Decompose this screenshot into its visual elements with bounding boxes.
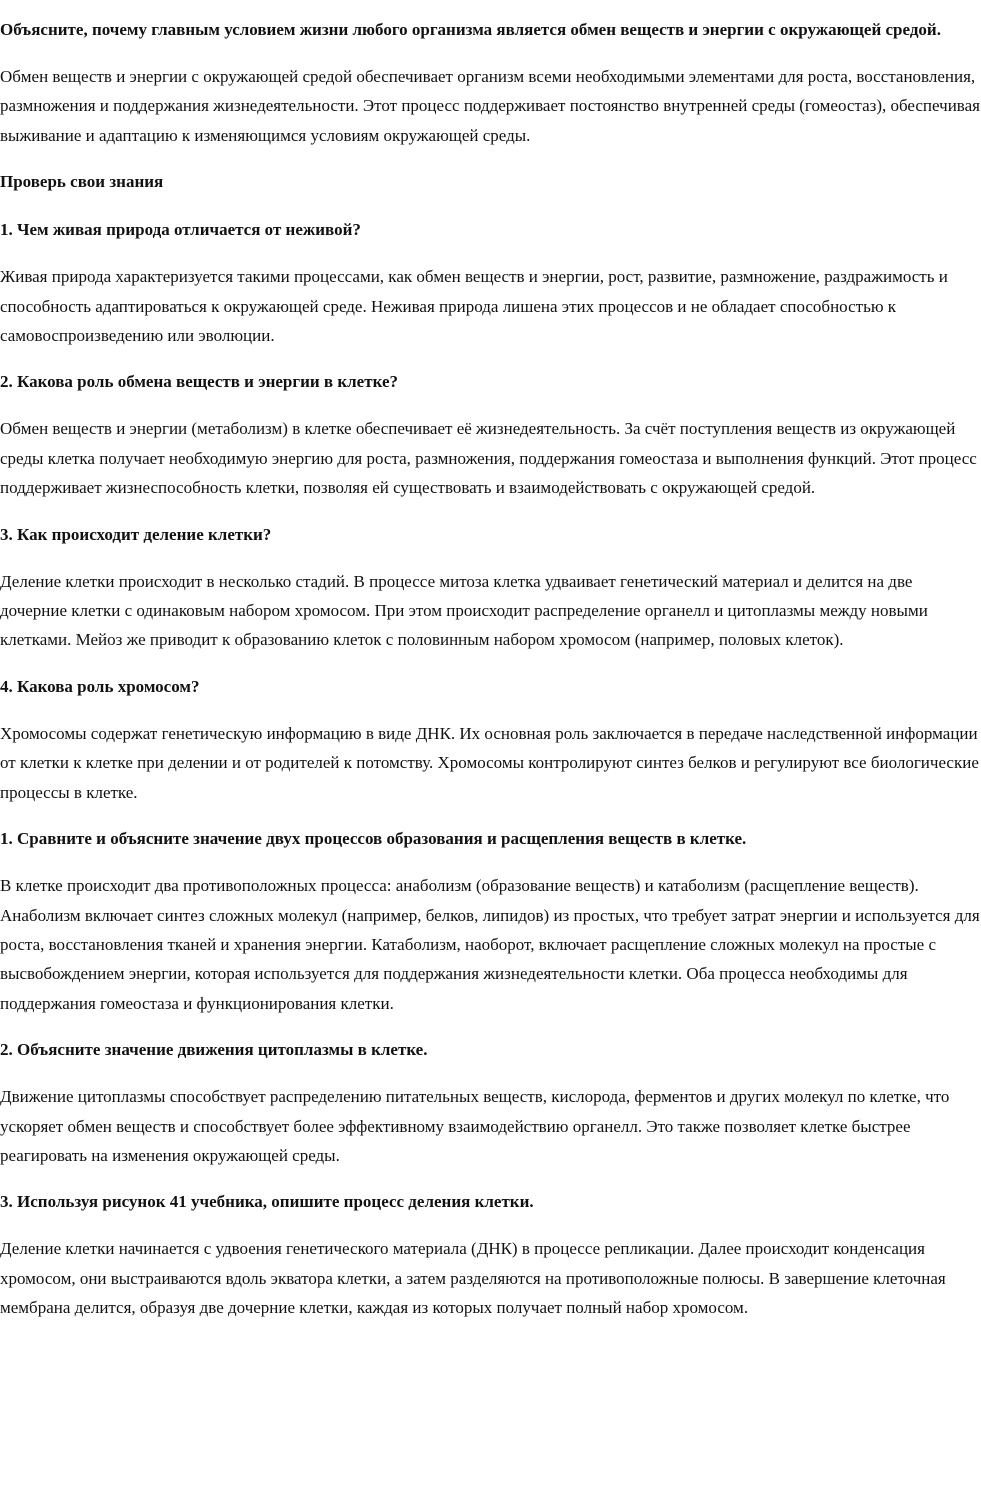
question-heading: 2. Какова роль обмена веществ и энергии в клетке? bbox=[0, 372, 398, 392]
answer-paragraph: Хромосомы содержат генетическую информацию в виде ДНК. Их основная роль заключается в передаче наследственной информации от клетки к клетке при делении и от родителей к потомству. Хромосомы контролируют синтез белков и регулируют все биологические процессы в клетке. bbox=[0, 723, 979, 802]
answer-paragraph: Живая природа характеризуется такими процессами, как обмен веществ и энергии, рост, развитие, размножение, раздражимость и способность адаптироваться к окружающей среде. Неживая природа лишена этих процессов и не обладает способностью к самовоспроизведению или эволюции. bbox=[0, 267, 948, 346]
question-heading: 3. Как происходит деление клетки? bbox=[0, 524, 272, 544]
task-answer: В клетке происходит два противоположных процесса: анаболизм (образование веществ) и катаболизм (расщепление веществ). Анаболизм включает синтез сложных молекул (например, белков, липидов) из простых, что требует затрат энергии и используется для роста, восстановления тканей и хранения энергии. Катаболизм, наоборот, включает расщепление сложных молекул на простые с высвобождением энергии, которая используется для поддержания жизнедеятельности клетки. Оба процесса необходимы для поддержания гомеостаза и функционирования клетки. bbox=[0, 876, 980, 1013]
section-title: Проверь свои знания bbox=[0, 172, 164, 192]
task-answer: Деление клетки начинается с удвоения генетического материала (ДНК) в процессе репликации. Далее происходит конденсация хромосом, они выстраиваются вдоль экватора клетки, а затем разделяются на противоположные полюсы. В завершение клеточная мембрана делится, образуя две дочерние клетки, каждая из которых получает полный набор хромосом. bbox=[0, 1239, 946, 1318]
question-heading: 1. Чем живая природа отличается от неживой? bbox=[0, 220, 361, 240]
task-heading: 1. Сравните и объясните значение двух процессов образования и расщепления веществ в клетке. bbox=[0, 829, 747, 849]
task-heading: 3. Используя рисунок 41 учебника, опишите процесс деления клетки. bbox=[0, 1192, 534, 1212]
answer-paragraph: Деление клетки происходит в несколько стадий. В процессе митоза клетка удваивает генетический материал и делится на две дочерние клетки с одинаковым набором хромосом. При этом происходит распределение органелл и цитоплазмы между новыми клетками. Мейоз же приводит к образованию клеток с половинным набором хромосом (например, половых клеток). bbox=[0, 571, 928, 650]
answer-paragraph: Обмен веществ и энергии (метаболизм) в клетке обеспечивает её жизнедеятельность. За счёт поступления веществ из окружающей среды клетка получает необходимую энергию для роста, размножения, поддержания гомеостаза и выполнения функций. Этот процесс поддерживает жизнеспособность клетки, позволяя ей существовать и взаимодействовать с окружающей средой. bbox=[0, 419, 977, 498]
question-heading: 4. Какова роль хромосом? bbox=[0, 676, 200, 696]
task-answer: Движение цитоплазмы способствует распределению питательных веществ, кислорода, ферментов и других молекул по клетке, что ускоряет обмен веществ и способствует более эффективному взаимодействию органелл. Это также позволяет клетке быстрее реагировать на изменения окружающей среды. bbox=[0, 1087, 950, 1165]
intro-question: Объясните, почему главным условием жизни любого организма является обмен веществ и энергии с окружающей средой. bbox=[0, 20, 941, 39]
intro-answer: Обмен веществ и энергии с окружающей средой обеспечивает организм всеми необходимыми элементами для роста, восстановления, размножения и поддержания жизнедеятельности. Этот процесс поддерживает постоянство внутренней среды (гомеостаз), обеспечивая выживание и адаптацию к изменяющимся условиям окружающей среды. bbox=[0, 67, 980, 145]
task-heading: 2. Объясните значение движения цитоплазмы в клетке. bbox=[0, 1040, 428, 1060]
